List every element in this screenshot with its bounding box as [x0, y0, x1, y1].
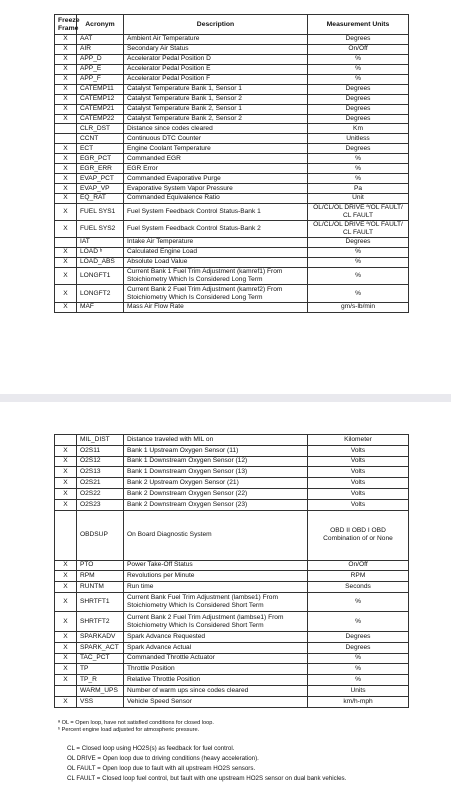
table-row	[55, 445, 409, 456]
description-cell: Fuel System Feedback Control Status-Bank 1	[124, 203, 308, 220]
freeze-frame-cell: X	[55, 592, 77, 612]
freeze-frame-cell: X	[55, 675, 77, 686]
description-cell: Catalyst Temperature Bank 2, Sensor 2	[124, 114, 308, 124]
table-row	[55, 203, 409, 220]
acronym-cell: VSS	[77, 696, 124, 707]
footnote-a: ª OL = Open loop, have not satisfied conditions for closed loop.	[58, 720, 214, 726]
table-row	[55, 467, 409, 478]
freeze-frame-cell	[55, 510, 77, 560]
table-row	[55, 456, 409, 467]
acronym-cell: CATEMP21	[77, 104, 124, 114]
legend-ol-fault: OL FAULT = Open loop due to fault with all upstream HO2S sensors.	[67, 765, 256, 772]
description-cell: Bank 2 Upstream Oxygen Sensor (21)	[124, 478, 308, 489]
description-cell: Commanded Throttle Actuator	[124, 653, 308, 664]
units-cell: Units	[308, 685, 409, 696]
acronym-cell: EVAP_PCT	[77, 174, 124, 184]
table-row	[55, 285, 409, 303]
table-row	[55, 114, 409, 124]
freeze-frame-cell: X	[55, 285, 77, 303]
acronym-cell: CATEMP11	[77, 84, 124, 94]
acronym-cell: ECT	[77, 144, 124, 154]
description-cell: Catalyst Temperature Bank 2, Sensor 1	[124, 104, 308, 114]
description-cell: Mass Air Flow Rate	[124, 302, 308, 312]
table-row	[55, 94, 409, 104]
table-row	[55, 592, 409, 612]
units-cell: %	[308, 54, 409, 64]
units-cell: Unit	[308, 194, 409, 204]
freeze-frame-cell: X	[55, 194, 77, 204]
freeze-frame-cell: X	[55, 642, 77, 653]
freeze-frame-cell: X	[55, 203, 77, 220]
table-row	[55, 124, 409, 134]
acronym-cell: O2S12	[77, 456, 124, 467]
acronym-cell: CCNT	[77, 134, 124, 144]
acronym-cell: PTO	[77, 560, 124, 571]
table-row	[55, 499, 409, 510]
units-cell: Volts	[308, 478, 409, 489]
description-cell: Spark Advance Actual	[124, 642, 308, 653]
acronym-cell: LONGFT2	[77, 285, 124, 303]
description-cell: Run time	[124, 582, 308, 593]
freeze-frame-cell	[55, 237, 77, 247]
freeze-frame-cell: X	[55, 257, 77, 267]
units-cell: Degrees	[308, 144, 409, 154]
table-row	[55, 35, 409, 45]
units-cell: %	[308, 664, 409, 675]
freeze-frame-cell: X	[55, 612, 77, 632]
units-cell: Degrees	[308, 631, 409, 642]
units-cell: Volts	[308, 445, 409, 456]
freeze-frame-cell: X	[55, 184, 77, 194]
units-cell: Volts	[308, 456, 409, 467]
units-cell: Pa	[308, 184, 409, 194]
units-cell: %	[308, 74, 409, 84]
table-row	[55, 194, 409, 204]
freeze-frame-cell: X	[55, 499, 77, 510]
acronym-cell: SPARK_ACT	[77, 642, 124, 653]
page-gap	[0, 394, 451, 402]
table-row	[55, 247, 409, 257]
freeze-frame-cell: X	[55, 456, 77, 467]
description-cell: Current Bank 2 Fuel Trim Adjustment (kamref2) From Stoichiometry Which Is Considered Long Term	[124, 285, 308, 303]
acronym-cell: O2S11	[77, 445, 124, 456]
description-cell: Bank 1 Downstream Oxygen Sensor (12)	[124, 456, 308, 467]
acronym-cell: RUNTM	[77, 582, 124, 593]
freeze-frame-cell: X	[55, 44, 77, 54]
table-row	[55, 84, 409, 94]
freeze-frame-cell: X	[55, 104, 77, 114]
description-cell: EGR Error	[124, 164, 308, 174]
units-cell: %	[308, 174, 409, 184]
units-cell: Volts	[308, 488, 409, 499]
document-page-2	[0, 402, 451, 800]
freeze-frame-cell: X	[55, 154, 77, 164]
table-row	[55, 582, 409, 593]
description-cell: Vehicle Speed Sensor	[124, 696, 308, 707]
table-row	[55, 104, 409, 114]
description-cell: Bank 2 Downstream Oxygen Sensor (23)	[124, 499, 308, 510]
description-cell: Commanded EGR	[124, 154, 308, 164]
table-header-row	[55, 15, 409, 35]
freeze-frame-cell: X	[55, 631, 77, 642]
legend-cl-fault: CL FAULT = Closed loop fuel control, but fault with one upstream HO2S sensor on dual bank vehicles.	[67, 775, 347, 782]
acronym-cell: TP	[77, 664, 124, 675]
header-description: Description	[124, 15, 308, 35]
units-cell: Degrees	[308, 104, 409, 114]
description-cell: Intake Air Temperature	[124, 237, 308, 247]
acronym-cell: FUEL SYS2	[77, 220, 124, 237]
table-row	[55, 435, 409, 446]
table-row	[55, 220, 409, 237]
description-cell: Engine Coolant Temperature	[124, 144, 308, 154]
description-cell: Commanded Equivalence Ratio	[124, 194, 308, 204]
acronym-cell: WARM_UPS	[77, 685, 124, 696]
acronym-cell: O2S22	[77, 488, 124, 499]
table-body-page-1	[55, 35, 409, 313]
header-measurement-units: Measurement Units	[308, 15, 409, 35]
table-row	[55, 675, 409, 686]
freeze-frame-cell: X	[55, 94, 77, 104]
acronym-cell: IAT	[77, 237, 124, 247]
freeze-frame-cell: X	[55, 302, 77, 312]
acronym-cell: TAC_PCT	[77, 653, 124, 664]
units-cell: %	[308, 247, 409, 257]
freeze-frame-cell: X	[55, 571, 77, 582]
units-cell: Degrees	[308, 114, 409, 124]
pid-table-page-2	[54, 434, 409, 708]
table-row	[55, 44, 409, 54]
description-cell: Bank 2 Downstream Oxygen Sensor (22)	[124, 488, 308, 499]
acronym-cell: EGR_ERR	[77, 164, 124, 174]
acronym-cell: CATEMP22	[77, 114, 124, 124]
acronym-cell: APP_D	[77, 54, 124, 64]
units-cell: Unitless	[308, 134, 409, 144]
units-cell: %	[308, 592, 409, 612]
acronym-cell: SPARKADV	[77, 631, 124, 642]
freeze-frame-cell: X	[55, 84, 77, 94]
table-row	[55, 267, 409, 285]
table-body-page-2	[55, 435, 409, 708]
description-cell: Catalyst Temperature Bank 1, Sensor 1	[124, 84, 308, 94]
units-cell: km/h-mph	[308, 696, 409, 707]
freeze-frame-cell: X	[55, 664, 77, 675]
acronym-cell: MAF	[77, 302, 124, 312]
units-cell: %	[308, 267, 409, 285]
acronym-cell: RPM	[77, 571, 124, 582]
units-cell: Kilometer	[308, 435, 409, 446]
units-cell: %	[308, 164, 409, 174]
description-cell: Catalyst Temperature Bank 1, Sensor 2	[124, 94, 308, 104]
freeze-frame-cell: X	[55, 174, 77, 184]
description-cell: Spark Advance Requested	[124, 631, 308, 642]
table-row	[55, 302, 409, 312]
units-cell: On/Off	[308, 44, 409, 54]
description-cell: Number of warm ups since codes cleared	[124, 685, 308, 696]
legend-ol-drive: OL DRIVE = Open loop due to driving conditions (heavy acceleration).	[67, 755, 259, 762]
description-cell: Fuel System Feedback Control Status-Bank 2	[124, 220, 308, 237]
acronym-cell: APP_F	[77, 74, 124, 84]
description-cell: On Board Diagnostic System	[124, 510, 308, 560]
freeze-frame-cell	[55, 435, 77, 446]
acronym-cell: SHRTFT2	[77, 612, 124, 632]
description-cell: Accelerator Pedal Position D	[124, 54, 308, 64]
acronym-cell: SHRTFT1	[77, 592, 124, 612]
header-freeze-frame: Freeze Frame	[55, 15, 77, 35]
units-cell: %	[308, 653, 409, 664]
description-cell: Distance since codes cleared	[124, 124, 308, 134]
table-row	[55, 144, 409, 154]
table-row	[55, 571, 409, 582]
header-acronym: Acronym	[77, 15, 124, 35]
freeze-frame-cell: X	[55, 164, 77, 174]
table-row	[55, 642, 409, 653]
acronym-cell: CATEMP12	[77, 94, 124, 104]
freeze-frame-cell	[55, 685, 77, 696]
table-row	[55, 237, 409, 247]
units-cell: OL/CL/OL DRIVE ª/OL FAULT/ CL FAULT	[308, 220, 409, 237]
acronym-cell: AIR	[77, 44, 124, 54]
description-cell: Secondary Air Status	[124, 44, 308, 54]
description-cell: Current Bank Fuel Trim Adjustment (lambse1) From Stoichiometry Which Is Considered Short Term	[124, 592, 308, 612]
acronym-cell: O2S13	[77, 467, 124, 478]
units-cell: Degrees	[308, 35, 409, 45]
units-cell: Degrees	[308, 94, 409, 104]
units-cell: Volts	[308, 467, 409, 478]
description-cell: Accelerator Pedal Position E	[124, 64, 308, 74]
units-cell: %	[308, 257, 409, 267]
description-cell: Continuous DTC Counter	[124, 134, 308, 144]
freeze-frame-cell: X	[55, 560, 77, 571]
acronym-cell: OBDSUP	[77, 510, 124, 560]
units-cell: %	[308, 675, 409, 686]
units-cell: Degrees	[308, 84, 409, 94]
table-row	[55, 257, 409, 267]
acronym-cell: FUEL SYS1	[77, 203, 124, 220]
acronym-cell: EQ_RAT	[77, 194, 124, 204]
acronym-cell: TP_R	[77, 675, 124, 686]
description-cell: Revolutions per Minute	[124, 571, 308, 582]
table-row	[55, 174, 409, 184]
description-cell: Bank 1 Downstream Oxygen Sensor (13)	[124, 467, 308, 478]
description-cell: Power Take-Off Status	[124, 560, 308, 571]
acronym-cell: APP_E	[77, 64, 124, 74]
units-cell: %	[308, 154, 409, 164]
units-cell: Degrees	[308, 642, 409, 653]
description-cell: Commanded Evaporative Purge	[124, 174, 308, 184]
freeze-frame-cell: X	[55, 35, 77, 45]
table-row	[55, 54, 409, 64]
pid-table-page-1	[54, 14, 409, 313]
description-cell: Distance traveled with MIL on	[124, 435, 308, 446]
table-row	[55, 64, 409, 74]
freeze-frame-cell: X	[55, 467, 77, 478]
acronym-cell: EGR_PCT	[77, 154, 124, 164]
acronym-cell: AAT	[77, 35, 124, 45]
acronym-cell: MIL_DIST	[77, 435, 124, 446]
document-page-1	[0, 0, 451, 394]
description-cell: Evaporative System Vapor Pressure	[124, 184, 308, 194]
freeze-frame-cell: X	[55, 478, 77, 489]
description-cell: Throttle Position	[124, 664, 308, 675]
freeze-frame-cell: X	[55, 653, 77, 664]
table-row	[55, 664, 409, 675]
freeze-frame-cell: X	[55, 696, 77, 707]
footnotes	[58, 720, 438, 734]
units-cell: OBD II OBD I OBD Combination of or None	[308, 510, 409, 560]
table-row	[55, 164, 409, 174]
freeze-frame-cell: X	[55, 114, 77, 124]
acronym-cell: O2S23	[77, 499, 124, 510]
legend-cl: CL = Closed loop using HO2S(s) as feedback for fuel control.	[67, 745, 235, 752]
freeze-frame-cell: X	[55, 247, 77, 257]
description-cell: Current Bank 2 Fuel Trim Adjustment (lambse1) From Stoichiometry Which Is Considered Short Term	[124, 612, 308, 632]
freeze-frame-cell: X	[55, 267, 77, 285]
freeze-frame-cell: X	[55, 582, 77, 593]
fuel-status-legend	[67, 744, 437, 784]
units-cell: gm/s-lb/min	[308, 302, 409, 312]
table-row	[55, 510, 409, 560]
units-cell: Seconds	[308, 582, 409, 593]
units-cell: RPM	[308, 571, 409, 582]
description-cell: Bank 1 Upstream Oxygen Sensor (11)	[124, 445, 308, 456]
units-cell: On/Off	[308, 560, 409, 571]
acronym-cell: EVAP_VP	[77, 184, 124, 194]
freeze-frame-cell: X	[55, 445, 77, 456]
units-cell: Km	[308, 124, 409, 134]
footnote-b: ᵇ Percent engine load adjusted for atmospheric pressure.	[58, 727, 200, 733]
units-cell: %	[308, 285, 409, 303]
acronym-cell: LOAD ᵇ	[77, 247, 124, 257]
freeze-frame-cell: X	[55, 144, 77, 154]
acronym-cell: CLR_DST	[77, 124, 124, 134]
table-row	[55, 653, 409, 664]
table-row	[55, 154, 409, 164]
table-row	[55, 612, 409, 632]
table-row	[55, 685, 409, 696]
table-row	[55, 74, 409, 84]
acronym-cell: LONGFT1	[77, 267, 124, 285]
table-row	[55, 488, 409, 499]
units-cell: Volts	[308, 499, 409, 510]
table-row	[55, 631, 409, 642]
freeze-frame-cell: X	[55, 74, 77, 84]
freeze-frame-cell: X	[55, 64, 77, 74]
freeze-frame-cell: X	[55, 54, 77, 64]
description-cell: Ambient Air Temperature	[124, 35, 308, 45]
freeze-frame-cell: X	[55, 220, 77, 237]
table-row	[55, 478, 409, 489]
acronym-cell: LOAD_ABS	[77, 257, 124, 267]
table-row	[55, 184, 409, 194]
description-cell: Absolute Load Value	[124, 257, 308, 267]
description-cell: Calculated Engine Load	[124, 247, 308, 257]
units-cell: Degrees	[308, 237, 409, 247]
description-cell: Current Bank 1 Fuel Trim Adjustment (kamref1) From Stoichiometry Which Is Considered Long Term	[124, 267, 308, 285]
units-cell: %	[308, 64, 409, 74]
units-cell: OL/CL/OL DRIVE ª/OL FAULT/ CL FAULT	[308, 203, 409, 220]
table-row	[55, 696, 409, 707]
description-cell: Relative Throttle Position	[124, 675, 308, 686]
table-row	[55, 560, 409, 571]
description-cell: Accelerator Pedal Position F	[124, 74, 308, 84]
freeze-frame-cell	[55, 124, 77, 134]
table-row	[55, 134, 409, 144]
freeze-frame-cell	[55, 134, 77, 144]
freeze-frame-cell: X	[55, 488, 77, 499]
units-cell: %	[308, 612, 409, 632]
acronym-cell: O2S21	[77, 478, 124, 489]
